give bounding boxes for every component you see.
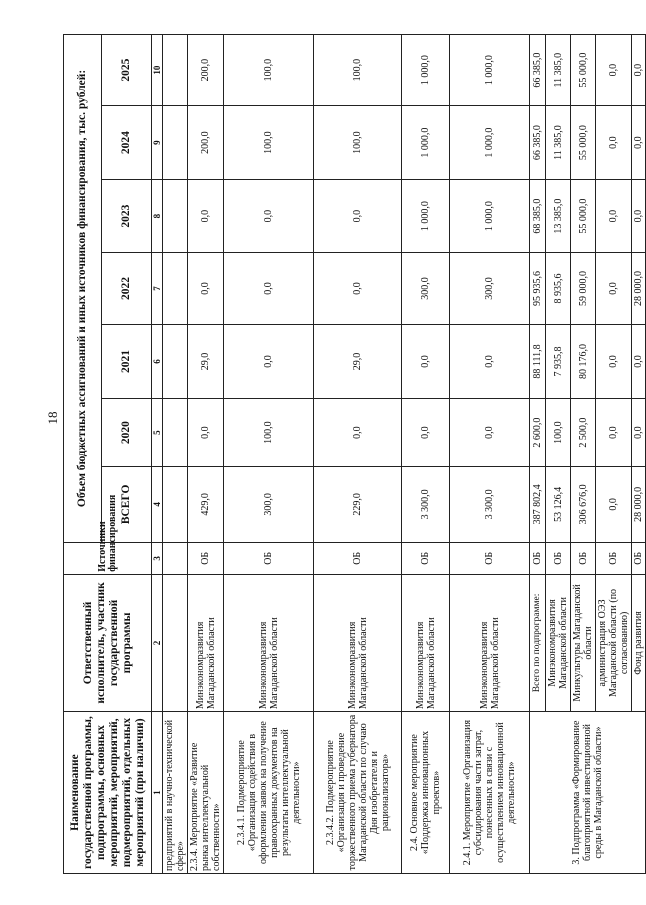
row-name: 2.3.4.1. Подмероприятие «Организация содействия в оформлении заявок на получение правоохранных документов на результаты интеллектуальной деятельности» xyxy=(224,712,314,874)
row-source xyxy=(163,542,188,574)
value-cell: 300,0 xyxy=(224,466,314,542)
value-cell: 429,0 xyxy=(188,466,224,542)
row-executor: Минкультуры Магаданской области xyxy=(571,574,596,711)
value-cell: 100,0 xyxy=(224,106,314,180)
value-cell: 80 176,0 xyxy=(571,324,596,399)
value-cell: 300,0 xyxy=(402,253,450,324)
row-executor xyxy=(163,574,188,711)
value-cell: 0,0 xyxy=(596,324,632,399)
value-cell: 100,0 xyxy=(314,106,402,180)
value-cell: 0,0 xyxy=(596,106,632,180)
value-cell: 0,0 xyxy=(596,399,632,466)
value-cell xyxy=(163,253,188,324)
row-source: ОБ xyxy=(571,542,596,574)
table-row xyxy=(450,35,530,874)
value-cell: 53 126,4 xyxy=(546,466,571,542)
table-row xyxy=(224,35,314,874)
row-executor: Минэкономразвития Магаданской области xyxy=(402,574,450,711)
value-cell: 0,0 xyxy=(314,399,402,466)
value-cell: 0,0 xyxy=(632,399,646,466)
col-number: 5 xyxy=(152,399,163,466)
header-year-2025: 2025 xyxy=(102,35,152,106)
col-number: 2 xyxy=(152,574,163,711)
value-cell: 8 935,6 xyxy=(546,253,571,324)
row-name: 2.3.4.2. Подмероприятие «Организация и проведение торжественного приема губернатора Магаданской области по случаю Дня изобретателя и рационализатора» xyxy=(314,712,402,874)
value-cell: 100,0 xyxy=(546,399,571,466)
col-number: 10 xyxy=(152,35,163,106)
value-cell: 0,0 xyxy=(224,253,314,324)
value-cell: 100,0 xyxy=(314,35,402,106)
header-year-2021: 2021 xyxy=(102,324,152,399)
value-cell: 0,0 xyxy=(188,253,224,324)
value-cell xyxy=(163,466,188,542)
col-number: 7 xyxy=(152,253,163,324)
value-cell: 387 802,4 xyxy=(530,466,546,542)
value-cell: 55 000,0 xyxy=(571,179,596,253)
value-cell: 0,0 xyxy=(450,399,530,466)
header-source: Источники финансирования xyxy=(64,542,152,574)
header-year-2020: 2020 xyxy=(102,399,152,466)
value-cell: 0,0 xyxy=(188,179,224,253)
col-number: 3 xyxy=(152,542,163,574)
value-cell: 28 000,0 xyxy=(632,253,646,324)
table-row xyxy=(314,35,402,874)
row-name: предприятий в научно-технической сфере» xyxy=(163,712,188,874)
value-cell: 100,0 xyxy=(224,35,314,106)
value-cell xyxy=(163,106,188,180)
value-cell: 0,0 xyxy=(632,324,646,399)
value-cell: 2 500,0 xyxy=(571,399,596,466)
value-cell: 0,0 xyxy=(632,106,646,180)
value-cell: 3 300,0 xyxy=(450,466,530,542)
value-cell xyxy=(163,324,188,399)
table-row xyxy=(188,35,224,874)
value-cell: 0,0 xyxy=(596,179,632,253)
value-cell: 1 000,0 xyxy=(402,179,450,253)
value-cell: 11 385,0 xyxy=(546,35,571,106)
page-number: 18 xyxy=(45,411,60,425)
value-cell: 0,0 xyxy=(314,179,402,253)
value-cell: 0,0 xyxy=(596,35,632,106)
value-cell: 29,0 xyxy=(314,324,402,399)
header-name: Наименование государственной программы, подпрограммы, основных мероприятий, мероприятий, подмероприятий, отдельных мероприятий (при наличии) xyxy=(64,712,152,874)
row-source: ОБ xyxy=(314,542,402,574)
table-row xyxy=(402,35,450,874)
budget-table xyxy=(63,34,646,874)
subprogram-name: 3. Подпрограмма «Формирование благоприятной инвестиционной среды в Магаданской области» xyxy=(530,712,646,874)
budget-table-container xyxy=(63,34,644,874)
value-cell: 29,0 xyxy=(188,324,224,399)
value-cell: 0,0 xyxy=(224,179,314,253)
row-source: ОБ xyxy=(546,542,571,574)
row-source: ОБ xyxy=(402,542,450,574)
row-name: 2.4. Основное мероприятие «Поддержка инновационных проектов» xyxy=(402,712,450,874)
value-cell: 0,0 xyxy=(188,399,224,466)
row-name: 2.4.1. Мероприятие «Организация субсидирования части затрат, понесенных в связи с осуществлением инновационной деятельности» xyxy=(450,712,530,874)
value-cell: 55 000,0 xyxy=(571,35,596,106)
table-row xyxy=(530,35,546,874)
value-cell: 95 935,6 xyxy=(530,253,546,324)
value-cell: 0,0 xyxy=(632,35,646,106)
value-cell: 0,0 xyxy=(450,324,530,399)
col-number: 1 xyxy=(152,712,163,874)
value-cell: 3 300,0 xyxy=(402,466,450,542)
row-source: ОБ xyxy=(596,542,632,574)
header-year-2023: 2023 xyxy=(102,179,152,253)
header-funding: Объем бюджетных ассигнований и иных источников финансирования, тыс. рублей: xyxy=(64,35,102,543)
row-source: ОБ xyxy=(632,542,646,574)
value-cell: 300,0 xyxy=(450,253,530,324)
value-cell: 66 385,0 xyxy=(530,106,546,180)
value-cell: 306 676,0 xyxy=(571,466,596,542)
value-cell: 0,0 xyxy=(632,179,646,253)
col-number: 6 xyxy=(152,324,163,399)
value-cell: 1 000,0 xyxy=(450,179,530,253)
col-number: 8 xyxy=(152,179,163,253)
row-source: ОБ xyxy=(188,542,224,574)
value-cell: 1 000,0 xyxy=(450,106,530,180)
row-executor: Фонд развития xyxy=(632,574,646,711)
row-source: ОБ xyxy=(530,542,546,574)
value-cell: 0,0 xyxy=(314,253,402,324)
value-cell: 7 935,8 xyxy=(546,324,571,399)
table-row xyxy=(163,35,188,874)
col-number: 4 xyxy=(152,466,163,542)
header-executor: Ответственный исполнитель, участник государственной программы xyxy=(64,574,152,711)
row-executor: Минэкономразвития Магаданской области xyxy=(546,574,571,711)
value-cell: 59 000,0 xyxy=(571,253,596,324)
value-cell: 11 385,0 xyxy=(546,106,571,180)
value-cell: 0,0 xyxy=(596,466,632,542)
value-cell: 1 000,0 xyxy=(402,35,450,106)
value-cell: 200,0 xyxy=(188,106,224,180)
value-cell: 100,0 xyxy=(224,399,314,466)
value-cell: 55 000,0 xyxy=(571,106,596,180)
value-cell: 66 385,0 xyxy=(530,35,546,106)
value-cell: 200,0 xyxy=(188,35,224,106)
header-year-2022: 2022 xyxy=(102,253,152,324)
row-executor: администрация ОЭЗ Магаданской области (по согласованию) xyxy=(596,574,632,711)
value-cell: 1 000,0 xyxy=(402,106,450,180)
row-executor: Минэкономразвития Магаданской области xyxy=(314,574,402,711)
header-year-total: ВСЕГО xyxy=(102,466,152,542)
value-cell: 68 385,0 xyxy=(530,179,546,253)
value-cell: 229,0 xyxy=(314,466,402,542)
value-cell: 1 000,0 xyxy=(450,35,530,106)
row-source: ОБ xyxy=(450,542,530,574)
col-number: 9 xyxy=(152,106,163,180)
row-executor: Минэкономразвития Магаданской области xyxy=(224,574,314,711)
value-cell: 0,0 xyxy=(224,324,314,399)
value-cell: 0,0 xyxy=(402,399,450,466)
value-cell: 0,0 xyxy=(402,324,450,399)
value-cell: 88 111,8 xyxy=(530,324,546,399)
row-source: ОБ xyxy=(224,542,314,574)
value-cell xyxy=(163,35,188,106)
row-name: 2.3.4. Мероприятие «Развитие рынка интеллектуальной собственности» xyxy=(188,712,224,874)
row-executor: Минэкономразвития Магаданской области xyxy=(450,574,530,711)
value-cell: 2 600,0 xyxy=(530,399,546,466)
header-year-2024: 2024 xyxy=(102,106,152,180)
value-cell: 0,0 xyxy=(596,253,632,324)
value-cell: 13 385,0 xyxy=(546,179,571,253)
row-executor: Всего по подпрограмме: xyxy=(530,574,546,711)
row-executor: Минэкономразвития Магаданской области xyxy=(188,574,224,711)
value-cell: 28 000,0 xyxy=(632,466,646,542)
value-cell xyxy=(163,179,188,253)
value-cell xyxy=(163,399,188,466)
